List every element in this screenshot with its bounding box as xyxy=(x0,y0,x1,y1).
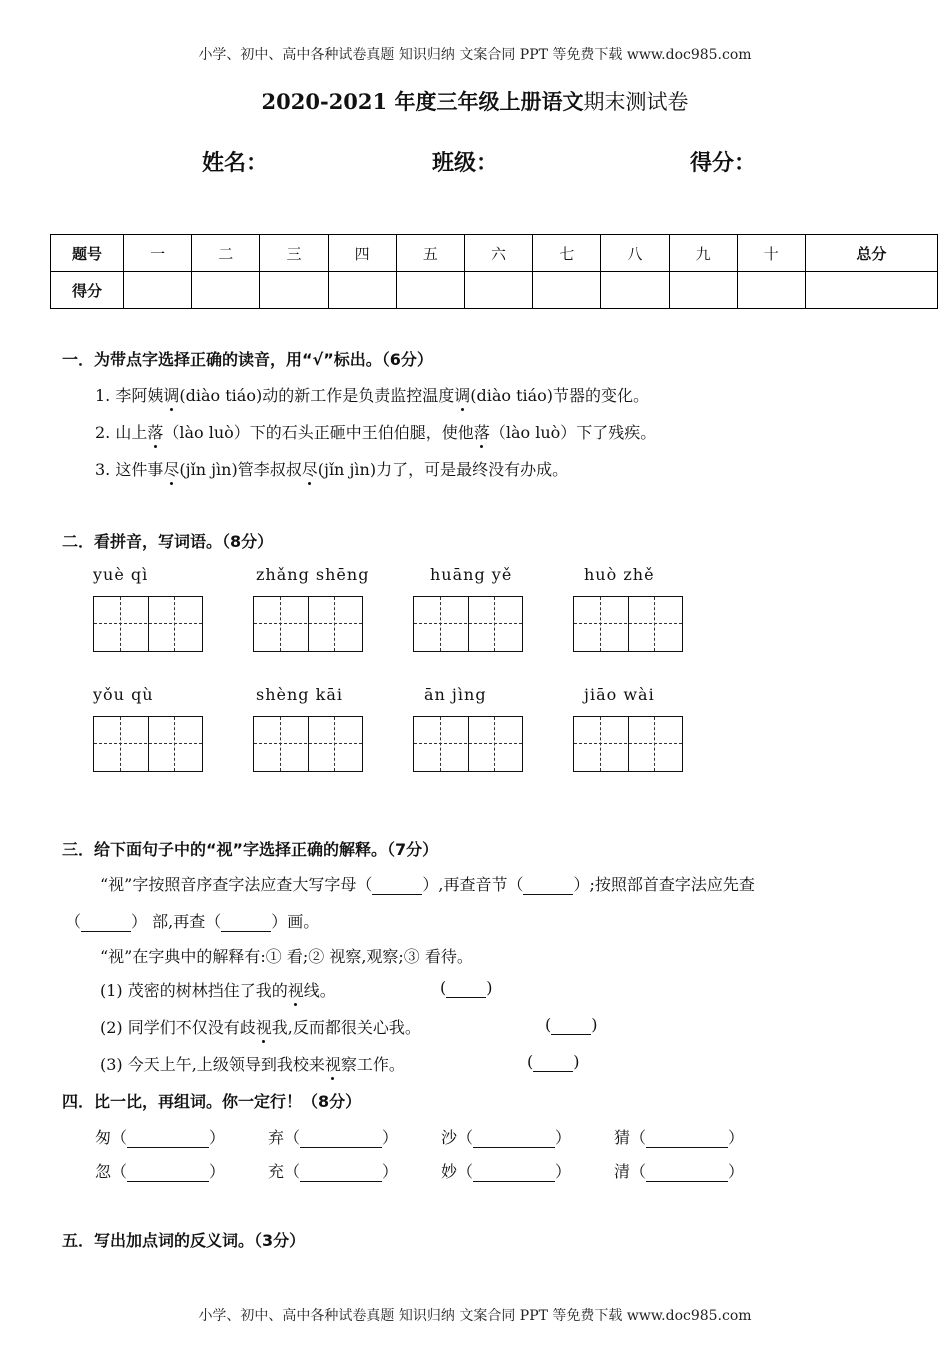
word-item: 沙（ ） xyxy=(441,1128,572,1147)
s3-question-3 xyxy=(100,1052,405,1075)
answer-blank[interactable] xyxy=(473,1128,555,1148)
writing-grid[interactable] xyxy=(93,716,203,772)
answer-blank[interactable] xyxy=(300,1128,382,1148)
answer-blank[interactable] xyxy=(372,875,422,895)
score-col: 三 xyxy=(260,235,328,272)
exam-title-suffix: 期末测试卷 xyxy=(583,90,689,114)
section-4-title: 四．比一比，再组词。你一定行！（8分） xyxy=(62,1092,362,1111)
text: ）,再查音节（ xyxy=(422,875,524,894)
score-cell[interactable] xyxy=(328,272,396,309)
char: 妙 xyxy=(441,1162,458,1181)
pinyin-label: yǒu qù xyxy=(93,685,154,704)
pinyin-label: ān jìng xyxy=(424,685,487,704)
text: (jǐn jìn)管李叔叔 xyxy=(179,460,302,479)
dotted-char: 尽 xyxy=(302,457,318,480)
text: 察工作。 xyxy=(340,1055,405,1074)
pinyin-label: shèng kāi xyxy=(256,685,343,704)
page-header-text: 小学、初中、高中各种试卷真题 知识归纳 文案合同 PPT 等免费下载 www.doc985.com xyxy=(198,47,752,63)
text: (2) 同学们不仅没有歧 xyxy=(100,1018,256,1037)
writing-grid[interactable] xyxy=(253,596,363,652)
pinyin-label: jiāo wài xyxy=(584,685,655,704)
word-item: 充（ ） xyxy=(268,1162,399,1181)
s3-question-1 xyxy=(100,978,336,1001)
writing-grid[interactable] xyxy=(413,716,523,772)
section-2-title: 二．看拼音，写词语。（8分） xyxy=(62,532,274,551)
name-label: 姓名： xyxy=(202,151,269,176)
text: 2. 山上 xyxy=(95,423,148,442)
writing-grid[interactable] xyxy=(573,716,683,772)
answer-blank[interactable] xyxy=(523,875,573,895)
dotted-char: 落 xyxy=(474,420,490,443)
word-item: 忽（ ） xyxy=(95,1162,226,1181)
s3-definitions: “视”在字典中的解释有:① 看;② 视察,观察;③ 看待。 xyxy=(100,947,473,966)
text: 我,反而都很关心我。 xyxy=(271,1018,421,1037)
answer-blank[interactable] xyxy=(127,1162,209,1182)
text: (diào tiáo)动的新工作是负责监控温度 xyxy=(179,386,455,405)
answer-paren[interactable]: ( ) xyxy=(440,978,493,997)
exam-title-main: 2020-2021 年度三年级上册语文 xyxy=(261,89,584,114)
score-col: 四 xyxy=(328,235,396,272)
text: ）画。 xyxy=(271,912,320,931)
s3-paragraph-2 xyxy=(65,909,319,932)
score-cell[interactable] xyxy=(805,272,937,309)
answer-paren[interactable]: ( ) xyxy=(527,1052,580,1071)
section-1-title: 一．为带点字选择正确的读音，用“√”标出。（6分） xyxy=(62,350,433,369)
text: (3) 今天上午,上级领导到我校来 xyxy=(100,1055,325,1074)
pinyin-label: huāng yě xyxy=(430,565,513,584)
writing-grid[interactable] xyxy=(413,596,523,652)
score-label: 得分： xyxy=(690,151,757,176)
char: 清 xyxy=(614,1162,631,1181)
s1-line-2 xyxy=(95,420,656,443)
answer-blank[interactable] xyxy=(646,1128,728,1148)
char: 忽 xyxy=(95,1162,112,1181)
word-item: 弃（ ） xyxy=(268,1128,399,1147)
s1-line-3 xyxy=(95,457,568,480)
char: 弃 xyxy=(268,1128,285,1147)
text: ）;按照部首查字法应先查 xyxy=(573,875,755,894)
answer-blank[interactable] xyxy=(646,1162,728,1182)
text: “视”字按照音序查字法应查大写字母（ xyxy=(100,875,373,894)
word-item: 清（ ） xyxy=(614,1162,745,1181)
dotted-char: 视 xyxy=(288,978,304,1001)
text: （lào luò）下了残疾。 xyxy=(489,423,657,442)
pinyin-label: yuè qì xyxy=(93,565,149,584)
score-col: 七 xyxy=(533,235,601,272)
text: (jǐn jìn)力了，可是最终没有办成。 xyxy=(317,460,569,479)
answer-blank[interactable] xyxy=(127,1128,209,1148)
text: (1) 茂密的树林挡住了我的 xyxy=(100,981,288,1000)
dotted-char: 视 xyxy=(256,1015,272,1038)
score-cell[interactable] xyxy=(260,272,328,309)
char: 充 xyxy=(268,1162,285,1181)
score-col: 九 xyxy=(669,235,737,272)
word-item: 妙（ ） xyxy=(441,1162,572,1181)
s3-question-2 xyxy=(100,1015,421,1038)
char: 沙 xyxy=(441,1128,458,1147)
dotted-char: 尽 xyxy=(163,457,179,480)
score-cell[interactable] xyxy=(464,272,532,309)
text: ） 部,再查（ xyxy=(131,912,222,931)
char: 猜 xyxy=(614,1128,631,1147)
text: (diào tiáo)节器的变化。 xyxy=(470,386,650,405)
score-cell[interactable] xyxy=(669,272,737,309)
score-col: 五 xyxy=(396,235,464,272)
dotted-char: 落 xyxy=(147,420,163,443)
exam-title xyxy=(0,86,950,116)
page-footer-text: 小学、初中、高中各种试卷真题 知识归纳 文案合同 PPT 等免费下载 www.doc985.com xyxy=(198,1308,752,1324)
pinyin-label: zhǎng shēng xyxy=(256,565,370,584)
section-3-title: 三．给下面句子中的“视”字选择正确的解释。（7分） xyxy=(62,840,439,859)
score-cell[interactable] xyxy=(737,272,805,309)
text: （ xyxy=(65,912,82,931)
dotted-char: 视 xyxy=(325,1052,341,1075)
score-cell[interactable] xyxy=(124,272,192,309)
writing-grid[interactable] xyxy=(573,596,683,652)
text: 线。 xyxy=(303,981,336,1000)
section-5-title: 五．写出加点词的反义词。（3分） xyxy=(62,1231,306,1250)
score-col: 一 xyxy=(124,235,192,272)
score-table xyxy=(50,234,938,309)
answer-blank[interactable] xyxy=(300,1162,382,1182)
class-label: 班级： xyxy=(432,151,499,176)
s1-line-1 xyxy=(95,383,649,406)
score-col: 六 xyxy=(464,235,532,272)
char: 匆 xyxy=(95,1128,112,1147)
pinyin-label: huò zhě xyxy=(584,565,655,584)
dotted-char: 调 xyxy=(454,383,470,406)
score-table-row-label: 题号 xyxy=(51,235,124,272)
answer-paren[interactable]: ( ) xyxy=(545,1015,598,1034)
text: 3. 这件事 xyxy=(95,460,164,479)
writing-grid[interactable] xyxy=(93,596,203,652)
writing-grid[interactable] xyxy=(253,716,363,772)
text: （lào luò）下的石头正砸中王伯伯腿，使他 xyxy=(163,423,474,442)
word-item: 猜（ ） xyxy=(614,1128,745,1147)
answer-blank[interactable] xyxy=(221,912,271,932)
score-cell[interactable] xyxy=(396,272,464,309)
score-table-score-row xyxy=(51,272,938,309)
text: 1. 李阿姨 xyxy=(95,386,164,405)
score-cell[interactable] xyxy=(533,272,601,309)
score-table-header-row xyxy=(51,235,938,272)
word-item: 匆（ ） xyxy=(95,1128,226,1147)
score-col: 八 xyxy=(601,235,669,272)
answer-blank[interactable] xyxy=(81,912,131,932)
score-table-row-label: 得分 xyxy=(51,272,124,309)
dotted-char: 调 xyxy=(163,383,179,406)
score-cell[interactable] xyxy=(601,272,669,309)
score-col-total: 总分 xyxy=(805,235,937,272)
answer-blank[interactable] xyxy=(473,1162,555,1182)
score-col: 十 xyxy=(737,235,805,272)
score-cell[interactable] xyxy=(192,272,260,309)
s3-paragraph-1 xyxy=(100,872,755,895)
score-col: 二 xyxy=(192,235,260,272)
